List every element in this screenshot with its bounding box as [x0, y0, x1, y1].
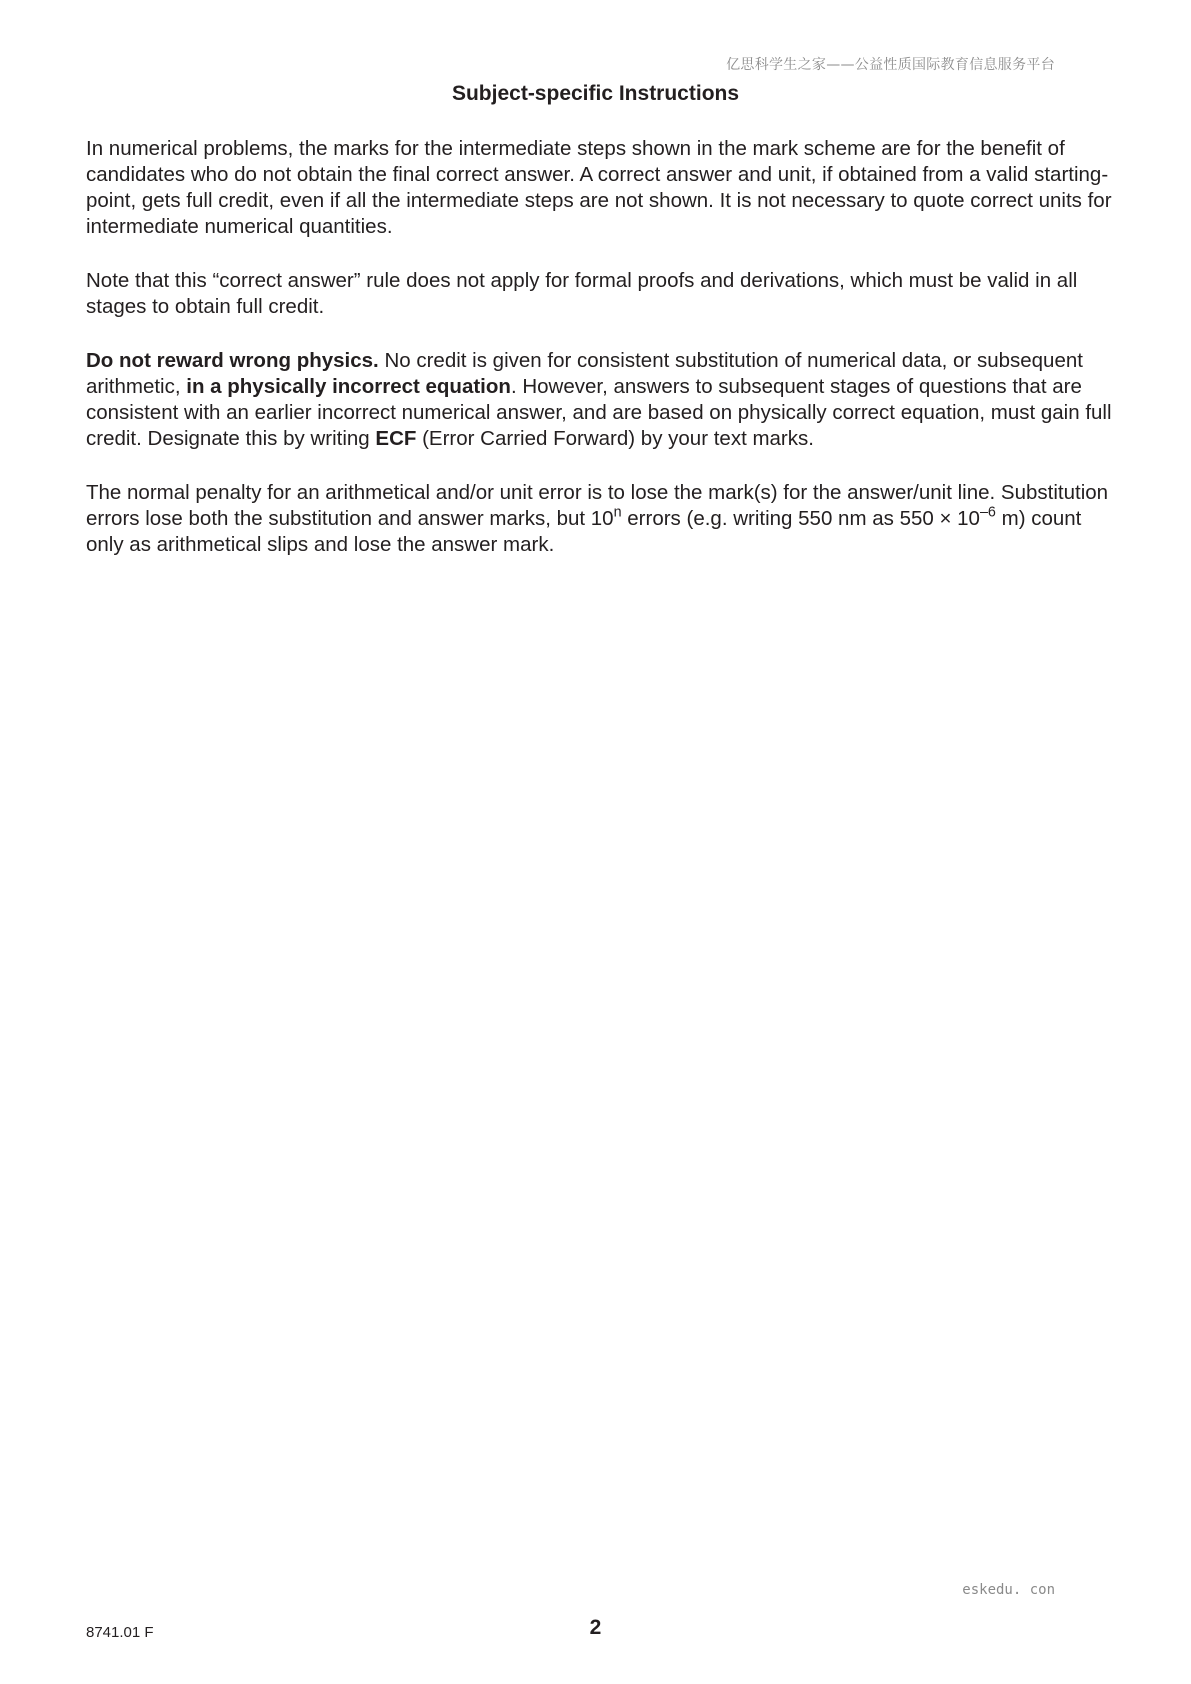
page-number: 2: [589, 1616, 602, 1639]
text-segment: errors (e.g. writing 550 nm as 550 × 10: [621, 507, 980, 530]
text-segment: m) count only as arithmetical slips and lose the answer mark.: [86, 507, 1082, 556]
document-body: [86, 136, 1116, 586]
superscript-n: n: [613, 504, 622, 521]
document-code: 8741.01 F: [86, 1624, 154, 1641]
emphasis-wrong-physics: Do not reward wrong physics.: [86, 349, 379, 372]
watermark-top: 亿思科学生之家——公益性质国际教育信息服务平台: [726, 57, 1055, 73]
text-segment: The normal penalty for an arithmetical and/or unit error is to lose the mark(s) for the answer/unit line. Substitution errors lose both the substitution and answer marks, but 10: [86, 481, 1109, 530]
text-segment: No credit is given for consistent substitution of numerical data, or subsequent arithmetic,: [86, 349, 1083, 398]
text-segment: (Error Carried Forward) by your text marks.: [416, 427, 814, 450]
emphasis-incorrect-equation: in a physically incorrect equation: [186, 375, 511, 398]
paragraph-correct-answer-rule: Note that this “correct answer” rule does not apply for formal proofs and derivations, which must be valid in all stages to obtain full credit.: [86, 269, 1078, 318]
paragraph-penalty: [86, 480, 1116, 558]
footer-watermark: eskedu. con: [962, 1582, 1055, 1598]
superscript-minus-six: –6: [979, 504, 996, 521]
text-segment: . However, answers to subsequent stages of questions that are consistent with an earlier incorrect numerical answer, and are based on physically correct equation, must gain full credit. Designate this by writing: [86, 375, 1112, 450]
paragraph-wrong-physics: [86, 348, 1116, 452]
emphasis-ecf: ECF: [375, 427, 417, 450]
paragraph-numerical-problems: In numerical problems, the marks for the intermediate steps shown in the mark scheme are for the benefit of candidates who do not obtain the final correct answer. A correct answer and unit, if obtained from a valid starting-point, gets full credit, even if all the intermediate steps are not shown. It is not necessary to quote correct units for intermediate numerical quantities.: [86, 137, 1112, 238]
page-title: Subject-specific Instructions: [451, 82, 740, 105]
